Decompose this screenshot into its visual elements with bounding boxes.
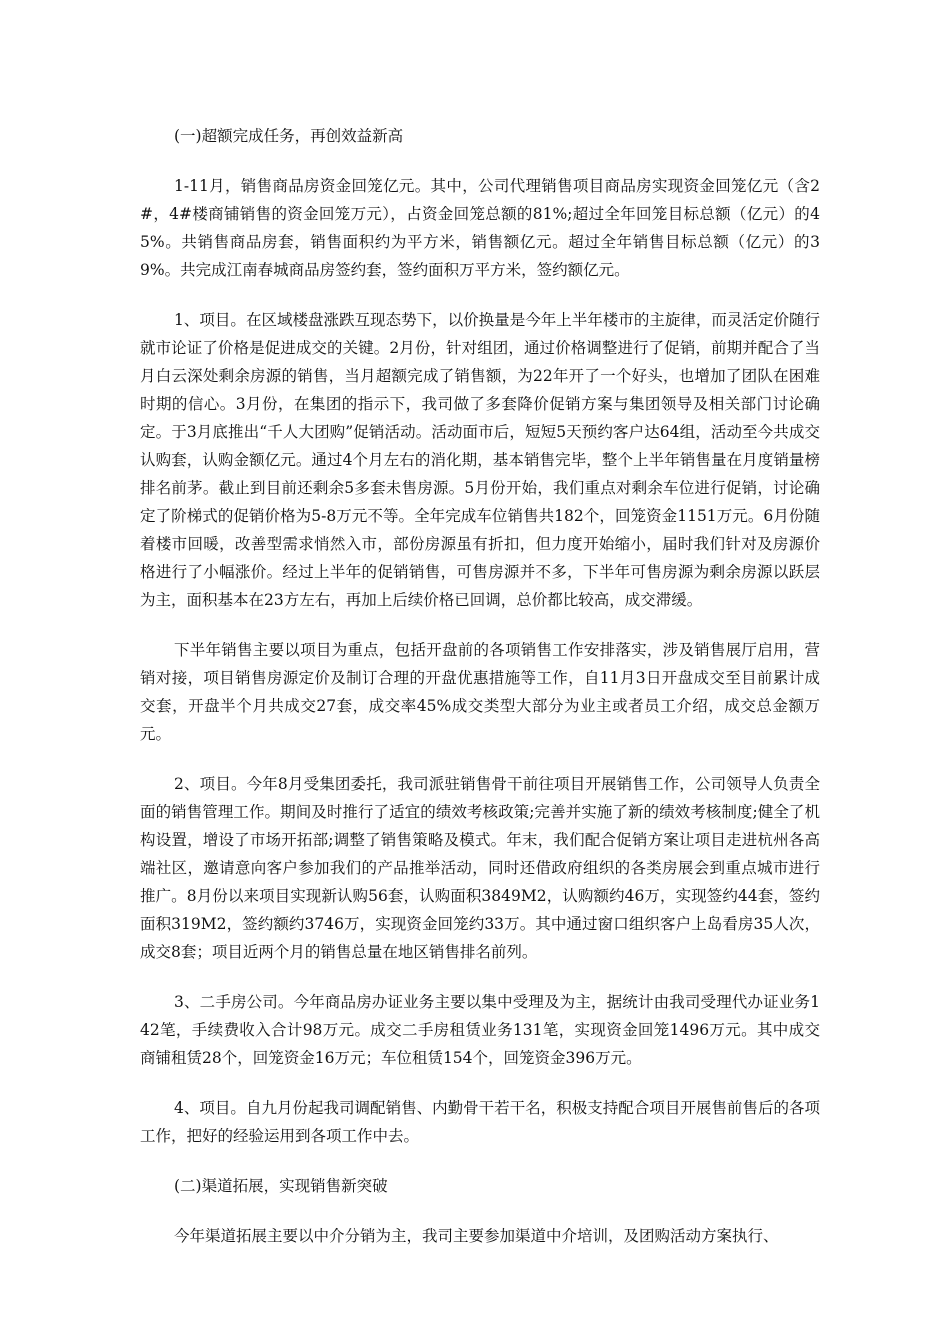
paragraph-secondhand-company: 3、二手房公司。今年商品房办证业务主要以集中受理及为主，据统计由我司受理代办证业务142笔，手续费收入合计98万元。成交二手房租赁业务131笔，实现资金回笼1496万元。其中成交商铺租赁28个，回笼资金16万元；车位租赁154个，回笼资金396万元。 (140, 993, 820, 1067)
paragraph-project-1: 1、项目。在区域楼盘涨跌互现态势下，以价换量是今年上半年楼市的主旋律，而灵活定价随行就市论证了价格是促进成交的关键。2月份，针对组团，通过价格调整进行了促销，前期并配合了当月白云深处剩余房源的销售，当月超额完成了销售额，为22年开了一个好头，也增加了团队在困难时期的信心。3月份，在集团的指示下，我司做了多套降价促销方案与集团领导及相关部门讨论确定。于3月底推出“千人大团购”促销活动。活动面市后，短短5天预约客户达64组，活动至今共成交认购套，认购金额亿元。通过4个月左右的消化期，基本销售完毕，整个上半年销售量在月度销量榜排名前茅。截止到目前还剩余5多套未售房源。5月份开始，我们重点对剩余车位进行促销，讨论确定了阶梯式的促销价格为5-8万元不等。全年完成车位销售共182个，回笼资金1151万元。6月份随着楼市回暖，改善型需求悄然入市，部份房源虽有折扣，但力度开始缩小，届时我们针对及房源价格进行了小幅涨价。经过上半年的促销销售，可售房源并不多，下半年可售房源为剩余房源以跃层为主，面积基本在23方左右，再加上后续价格已回调，总价都比较高，成交滞缓。 (140, 311, 820, 609)
paragraph-second-half: 下半年销售主要以项目为重点，包括开盘前的各项销售工作安排落实，涉及销售展厅启用，营销对接，项目销售房源定价及制订合理的开盘优惠措施等工作，自11月3日开盘成交至目前累计成交套，开盘半个月共成交27套，成交率45%成交类型大部分为业主或者员工介绍，成交总金额万元。 (140, 641, 820, 743)
section-heading-2: (二)渠道拓展，实现销售新突破 (174, 1177, 388, 1195)
document-body (140, 122, 820, 1250)
paragraph-channel-expansion: 今年渠道拓展主要以中介分销为主，我司主要参加渠道中介培训，及团购活动方案执行、 (174, 1227, 779, 1245)
paragraph-project-2: 2、项目。今年8月受集团委托，我司派驻销售骨干前往项目开展销售工作，公司领导人负责全面的销售管理工作。期间及时推行了适宜的绩效考核政策;完善并实施了新的绩效考核制度;健全了机构设置，增设了市场开拓部;调整了销售策略及模式。年末，我们配合促销方案让项目走进杭州各高端社区，邀请意向客户参加我们的产品推举活动，同时还借政府组织的各类房展会到重点城市进行推广。8月份以来项目实现新认购56套，认购面积3849M2，认购额约46万，实现签约44套，签约面积319M2，签约额约3746万，实现资金回笼约33万。其中通过窗口组织客户上岛看房35人次，成交8套；项目近两个月的销售总量在地区销售排名前列。 (140, 775, 820, 961)
paragraph-project-4: 4、项目。自九月份起我司调配销售、内勤骨干若干名，积极支持配合项目开展售前售后的各项工作，把好的经验运用到各项工作中去。 (140, 1099, 820, 1145)
paragraph-sales-summary: 1-11月，销售商品房资金回笼亿元。其中，公司代理销售项目商品房实现资金回笼亿元（含2#，4#楼商铺销售的资金回笼万元），占资金回笼总额的81%;超过全年回笼目标总额（亿元）的45%。共销售商品房套，销售面积约为平方米，销售额亿元。超过全年销售目标总额（亿元）的39%。共完成江南春城商品房签约套，签约面积万平方米，签约额亿元。 (140, 177, 820, 279)
section-heading-1: (一)超额完成任务，再创效益新高 (174, 127, 404, 145)
